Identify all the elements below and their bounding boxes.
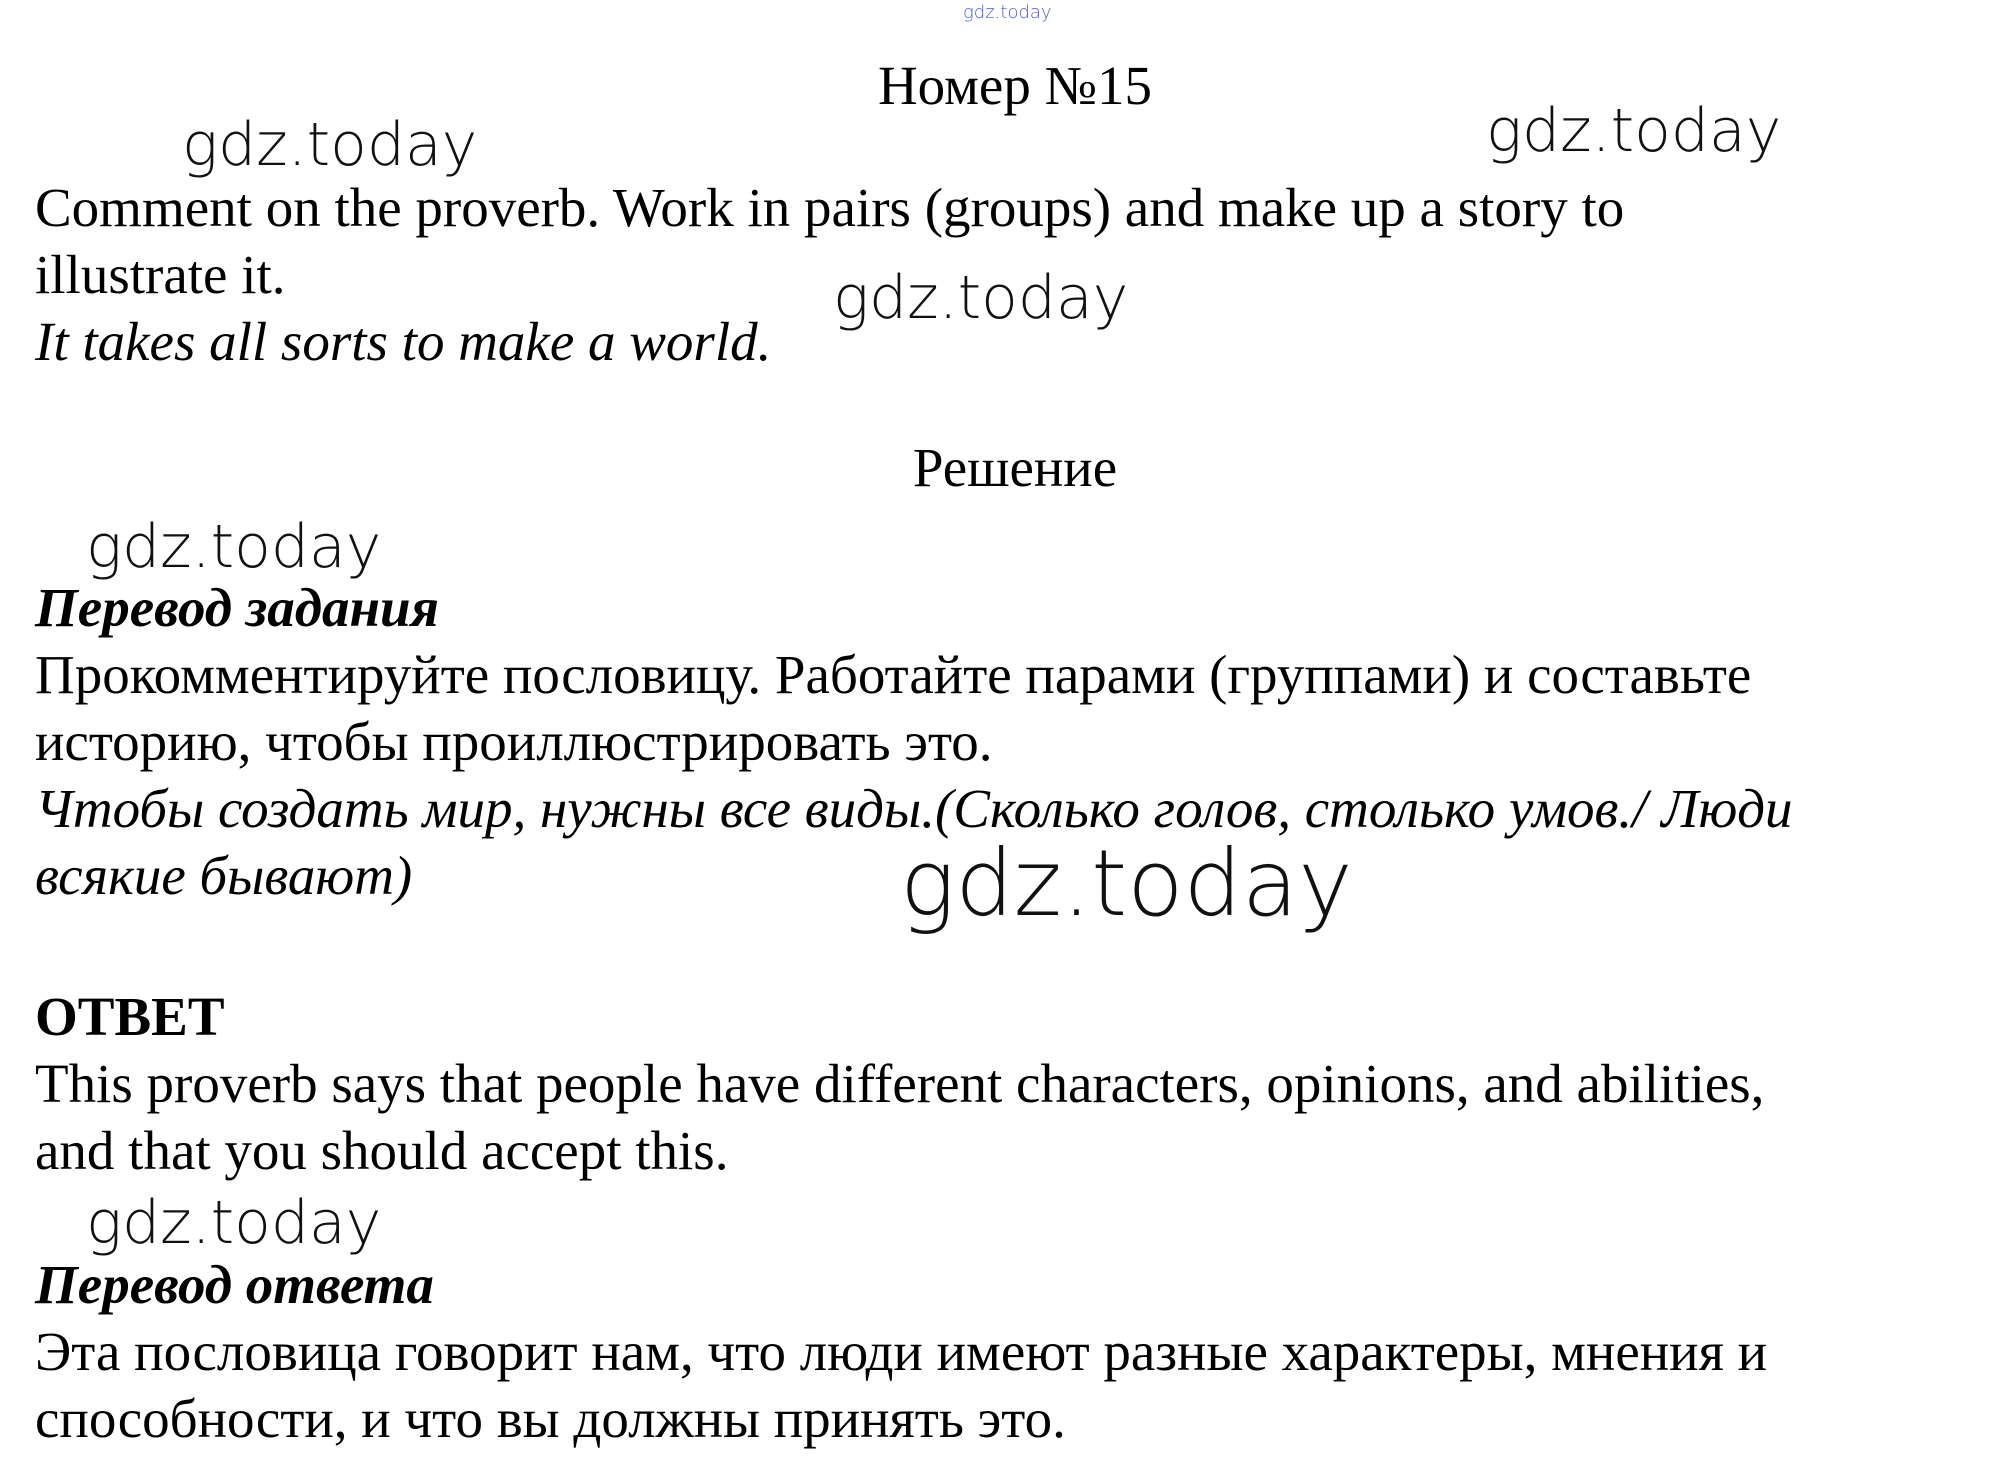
answer-translation-heading: Перевод ответа xyxy=(35,1254,434,1315)
proverb: It takes all sorts to make a world. xyxy=(35,311,772,372)
watermark: gdz.today xyxy=(833,263,1129,333)
task-text-line-1: Comment on the proverb. Work in pairs (groups) and make up a story to xyxy=(35,177,1625,238)
watermark-large: gdz.today xyxy=(900,830,1353,937)
watermark-top: gdz.today xyxy=(963,2,1052,23)
watermark: gdz.today xyxy=(182,110,478,180)
answer-line-2: and that you should accept this. xyxy=(35,1120,729,1181)
watermark: gdz.today xyxy=(86,1188,382,1258)
translation-line-1: Прокомментируйте пословицу. Работайте парами (группами) и составьте xyxy=(35,644,1752,705)
solution-heading: Решение xyxy=(912,437,1118,498)
translation-heading: Перевод задания xyxy=(35,577,439,638)
watermark: gdz.today xyxy=(1486,96,1782,166)
proverb-translation-line-1: Чтобы создать мир, нужны все виды.(Сколько голов, столько умов./ Люди xyxy=(35,778,1793,839)
task-text-line-2: illustrate it. xyxy=(35,244,286,305)
answer-line-1: This proverb says that people have different characters, opinions, and abilities, xyxy=(35,1053,1765,1114)
watermark: gdz.today xyxy=(86,512,382,582)
task-title: Номер №15 xyxy=(877,55,1153,116)
proverb-translation-line-2: всякие бывают) xyxy=(35,845,413,906)
answer-translation-line-1: Эта пословица говорит нам, что люди имеют разные характеры, мнения и xyxy=(35,1321,1768,1382)
translation-line-2: историю, чтобы проиллюстрировать это. xyxy=(35,711,993,772)
answer-translation-line-2: способности, и что вы должны принять это. xyxy=(35,1388,1066,1449)
answer-heading: ОТВЕТ xyxy=(35,986,225,1047)
